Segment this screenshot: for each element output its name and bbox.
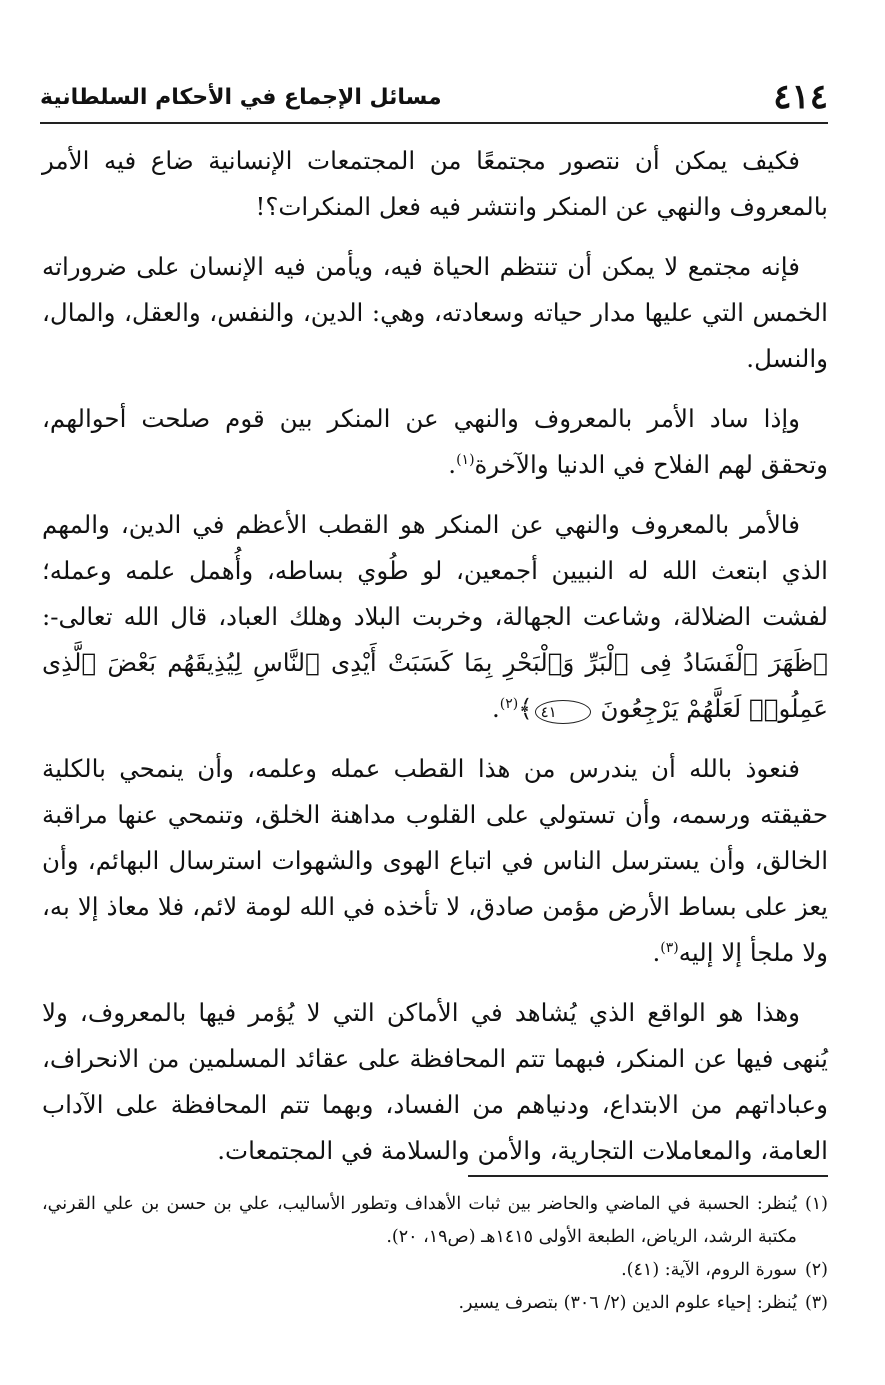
footnote-item [42, 1254, 828, 1287]
main-text [42, 138, 828, 1188]
paragraph [42, 990, 828, 1174]
paragraph [42, 502, 828, 732]
footnote-text: سورة الروم، الآية: (٤١). [621, 1260, 797, 1280]
paragraph-end: . [652, 938, 661, 967]
paragraph-text: فإنه مجتمع لا يمكن أن تنتظم الحياة فيه، ويأمن فيه الإنسان على ضروراته الخمس التي عليها مدار حياته وسعادته، وهي: الدين، والنفس، والعقل، والمال، والنسل. [42, 252, 828, 373]
paragraph-text: فنعوذ بالله أن يندرس من هذا القطب عمله وعلمه، وأن ينمحي بالكلية حقيقته ورسمه، وأن تستولي على القلوب مداهنة الخلق، وتنمحي عنها مراقبة الخالق، وأن يسترسل الناس في اتباع الهوى والشهوات استرسال البهائم، وأن يعز على بساط الأرض مؤمن صادق، لا تأخذه في الله لومة لائم، فلا معاذ إلا به، ولا ملجأ إلا إليه [42, 754, 828, 967]
footnote-reference: (١) [456, 451, 475, 468]
paragraph-text: فالأمر بالمعروف والنهي عن المنكر هو القطب الأعظم في الدين، والمهم الذي ابتعث الله له النبيين أجمعين، لو طُوي بساطه، وأُهمل علمه وعمله؛ لفشت الضلالة، وشاعت الجهالة، وخربت البلاد وهلك العباد، قال الله تعالى-: [42, 510, 828, 631]
footnotes [42, 1188, 828, 1320]
paragraph-end: . [491, 694, 500, 723]
paragraph [42, 746, 828, 976]
footnote-reference: (٢) [499, 695, 519, 712]
footnote-item [42, 1287, 828, 1320]
paragraph [42, 138, 828, 230]
footnote-number: (٢) [804, 1260, 828, 1280]
quran-verse: ﴿ظَهَرَ ٱلْفَسَادُ فِى ٱلْبَرِّ وَٱلْبَحْرِ بِمَا كَسَبَتْ أَيْدِى ٱلنَّاسِ لِيُذِيقَهُم بَعْضَ ٱلَّذِى عَمِلُوا۟ لَعَلَّهُمْ يَرْجِعُونَ [42, 648, 828, 723]
ayah-number-mark: ٤١ [535, 700, 591, 724]
paragraph-text: فكيف يمكن أن نتصور مجتمعًا من المجتمعات الإنسانية ضاع فيه الأمر بالمعروف والنهي عن المنكر وانتشر فيه فعل المنكرات؟! [42, 146, 828, 221]
paragraph [42, 244, 828, 382]
footnote-number: (١) [804, 1194, 828, 1214]
footnote-separator [468, 1175, 828, 1177]
footnote-text: يُنظر: الحسبة في الماضي والحاضر بين ثبات الأهداف وتطور الأساليب، علي بن حسن بن علي القرني، مكتبة الرشد، الرياض، الطبعة الأولى ١٤١٥هـ (ص١٩، ٢٠). [42, 1194, 797, 1247]
paragraph-text: وهذا هو الواقع الذي يُشاهد في الأماكن التي لا يُؤمر فيها بالمعروف، ولا يُنهى فيها عن المنكر، فبهما تتم المحافظة على عقائد المسلمين من الانحراف، وعباداتهم من الابتداع، ودنياهم من الفساد، وبهما تتم المحافظة على الآداب العامة، والمعاملات التجارية، والأمن والسلامة في المجتمعات. [42, 998, 828, 1165]
running-title: مسائل الإجماع في الأحكام السلطانية [40, 84, 442, 110]
footnote-reference: (٣) [660, 939, 679, 956]
paragraph-end: . [448, 450, 457, 479]
page-header [40, 72, 828, 124]
page-number: ٤١٤ [773, 77, 828, 117]
paragraph [42, 396, 828, 488]
footnote-item [42, 1188, 828, 1254]
quran-close-bracket: ﴾ [518, 694, 533, 723]
footnote-number: (٣) [804, 1293, 828, 1313]
footnote-text: يُنظر: إحياء علوم الدين (٢/ ٣٠٦) بتصرف يسير. [458, 1293, 797, 1313]
paragraph-text: وإذا ساد الأمر بالمعروف والنهي عن المنكر بين قوم صلحت أحوالهم، وتحقق لهم الفلاح في الدنيا والآخرة [42, 404, 828, 479]
